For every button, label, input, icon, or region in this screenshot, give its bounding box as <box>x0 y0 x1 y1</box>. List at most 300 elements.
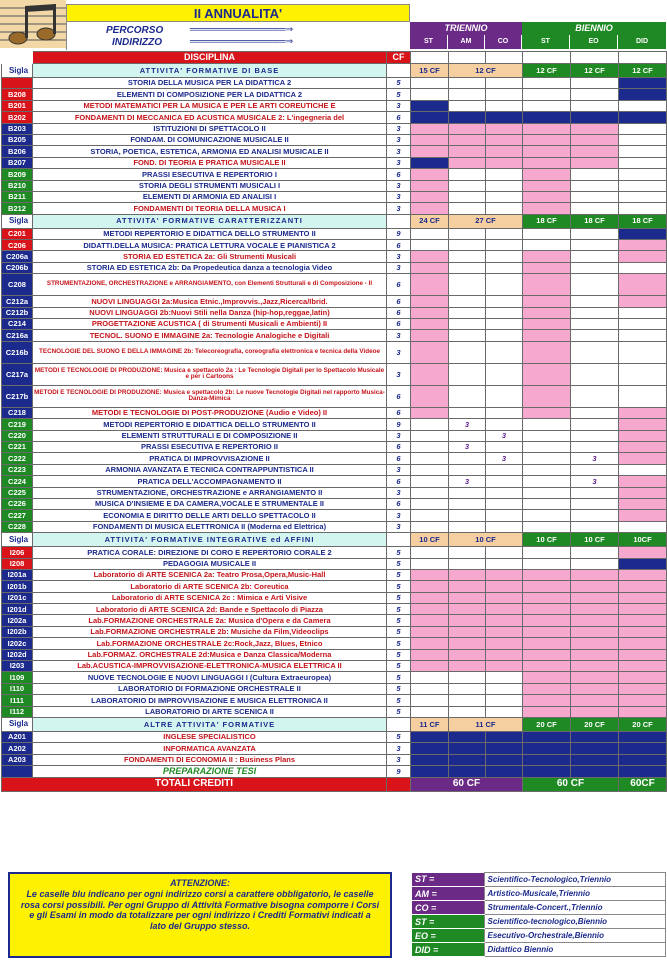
course-cell: 3 <box>449 419 486 430</box>
course-cell <box>619 604 667 615</box>
sigla-cell: C206 <box>2 240 33 251</box>
credit-value: 5 <box>387 638 411 649</box>
course-cell <box>486 203 523 214</box>
course-cell <box>411 385 449 407</box>
table-row <box>2 157 667 168</box>
attention-note <box>8 872 392 958</box>
table-row <box>2 441 667 452</box>
discipline-name: Lab.FORMAZ. ORCHESTRALE 2d:Musica e Danza Classica/Moderna <box>33 649 387 660</box>
credit-value: 3 <box>387 251 411 262</box>
credit-value: 6 <box>387 498 411 509</box>
biennio-header: BIENNIO <box>522 22 666 35</box>
credit-value: 5 <box>387 683 411 694</box>
course-cell <box>523 581 571 592</box>
sub-did: DID <box>618 35 666 49</box>
course-cell <box>449 251 486 262</box>
legend-key: ST = <box>412 873 484 887</box>
course-cell <box>571 385 619 407</box>
course-cell <box>486 558 523 569</box>
course-cell <box>523 547 571 558</box>
credit-value: 3 <box>387 487 411 498</box>
note-text: Le caselle blu indicano per ogni indirizzo corsi a carattere obbligatorio, le caselle rosa corsi possibili. Per ogni Gruppo di Attività Formative bisogna comporre i Corsi e gli Esami in modo da totalizzare per ogni indirizzo i Crediti Formativi indicati a lato del Gruppo stesso. <box>20 889 380 931</box>
course-cell <box>486 604 523 615</box>
course-cell <box>619 569 667 580</box>
course-cell <box>411 441 449 452</box>
discipline-name: PRATICA DELL'ACCOMPAGNAMENTO II <box>33 476 387 487</box>
table-row <box>2 307 667 318</box>
table-row <box>2 330 667 341</box>
course-cell <box>523 262 571 273</box>
table-row <box>2 464 667 475</box>
table-row <box>2 521 667 532</box>
course-cell <box>619 547 667 558</box>
sigla-header: Sigla <box>2 64 33 78</box>
course-cell <box>411 487 449 498</box>
discipline-name: FONDAMENTI DI MECCANICA ED ACUSTICA MUSICALE 2: L'ingegneria del <box>33 112 387 123</box>
course-cell <box>486 78 523 89</box>
sigla-cell: B209 <box>2 169 33 180</box>
group-cf-eo: 20 CF <box>571 717 619 731</box>
course-cell <box>571 604 619 615</box>
legend-key: CO = <box>412 901 484 915</box>
discipline-name: Lab.FORMAZIONE ORCHESTRALE 2c:Rock,Jazz, Blues, Etnico <box>33 638 387 649</box>
course-cell <box>411 476 449 487</box>
credits-table <box>1 51 667 792</box>
table-row <box>2 89 667 100</box>
course-cell <box>619 89 667 100</box>
credit-value: 6 <box>387 296 411 307</box>
table-row <box>2 743 667 754</box>
course-cell <box>449 112 486 123</box>
credit-value: 5 <box>387 581 411 592</box>
course-cell <box>523 453 571 464</box>
course-cell <box>523 100 571 111</box>
course-cell <box>449 203 486 214</box>
course-cell <box>449 430 486 441</box>
table-row <box>2 430 667 441</box>
course-cell <box>619 262 667 273</box>
course-cell <box>619 766 667 777</box>
group-cf-am-co: 11 CF <box>449 717 523 731</box>
course-cell <box>411 453 449 464</box>
course-cell <box>486 240 523 251</box>
course-cell <box>523 146 571 157</box>
group-cf-am-co: 27 CF <box>449 214 523 228</box>
credit-value: 5 <box>387 604 411 615</box>
course-cell <box>411 157 449 168</box>
course-cell <box>486 661 523 672</box>
course-cell <box>449 307 486 318</box>
course-cell <box>571 498 619 509</box>
discipline-name: ELEMENTI STRUTTURALI E DI COMPOSIZIONE II <box>33 430 387 441</box>
course-cell: 3 <box>571 476 619 487</box>
course-cell: 3 <box>449 441 486 452</box>
sigla-cell: I203 <box>2 661 33 672</box>
course-cell <box>449 731 486 742</box>
discipline-name: NUOVI LINGUAGGI 2a:Musica Etnic.,Improvvis.,Jazz,Ricerca/Ibrid. <box>33 296 387 307</box>
discipline-name: METODI E TECNOLOGIE DI POST-PRODUZIONE (Audio e Video) II <box>33 407 387 418</box>
credit-value: 6 <box>387 319 411 330</box>
course-cell <box>411 123 449 134</box>
sigla-cell: B207 <box>2 157 33 168</box>
group-cf-blank <box>387 64 411 78</box>
course-cell <box>619 319 667 330</box>
course-cell <box>449 615 486 626</box>
table-row <box>2 661 667 672</box>
credit-value: 3 <box>387 123 411 134</box>
credit-value: 5 <box>387 672 411 683</box>
course-cell <box>571 661 619 672</box>
course-cell <box>523 476 571 487</box>
credit-value: 3 <box>387 100 411 111</box>
course-cell <box>449 695 486 706</box>
legend-row <box>412 887 666 901</box>
course-cell <box>486 319 523 330</box>
credit-value: 3 <box>387 521 411 532</box>
course-cell <box>619 487 667 498</box>
discipline-name: METODI E TECNOLOGIE DI PRODUZIONE: Musica e spettacolo 2b: Le nuove Tecnologie Digitali nel rapporto Musica-Danza-Mimica <box>33 385 387 407</box>
legend-value: Artistico-Musicale,Triennio <box>484 887 666 901</box>
course-cell <box>571 78 619 89</box>
legend-key: ST = <box>412 915 484 929</box>
group-title: ATTIVITA' FORMATIVE INTEGRATIVE ed AFFINI <box>33 533 387 547</box>
table-row <box>2 766 667 777</box>
course-cell <box>571 638 619 649</box>
course-cell <box>449 191 486 202</box>
credit-value: 6 <box>387 476 411 487</box>
course-cell <box>523 638 571 649</box>
sigla-cell: I208 <box>2 558 33 569</box>
course-cell <box>571 307 619 318</box>
group-cf-st: 15 CF <box>411 64 449 78</box>
legend-value: Strumentale-Concert.,Triennio <box>484 901 666 915</box>
sigla-cell: I201c <box>2 592 33 603</box>
group-cf-blank <box>387 214 411 228</box>
sigla-header: Sigla <box>2 717 33 731</box>
group-cf-did: 18 CF <box>619 214 667 228</box>
course-cell <box>571 569 619 580</box>
discipline-name: STORIA ED ESTETICA 2b: Da Propedeutica danza a tecnologia Video <box>33 262 387 273</box>
course-cell <box>523 78 571 89</box>
discipline-name: STORIA ED ESTETICA 2a: Gli Strumenti Musicali <box>33 251 387 262</box>
course-cell <box>619 592 667 603</box>
course-cell <box>449 407 486 418</box>
credit-value: 6 <box>387 453 411 464</box>
credit-value: 3 <box>387 430 411 441</box>
group-title: ALTRE ATTIVITA' FORMATIVE <box>33 717 387 731</box>
group-cf-did: 10CF <box>619 533 667 547</box>
sigla-cell: I109 <box>2 672 33 683</box>
course-cell <box>523 743 571 754</box>
course-cell <box>619 476 667 487</box>
header-blank <box>523 52 571 64</box>
course-cell <box>619 296 667 307</box>
course-cell <box>449 330 486 341</box>
sigla-cell: C227 <box>2 510 33 521</box>
course-cell: 3 <box>571 453 619 464</box>
course-cell <box>449 661 486 672</box>
sigla-cell <box>2 766 33 777</box>
legend-value: Esecutivo-Orchestrale,Biennio <box>484 929 666 943</box>
course-cell <box>619 743 667 754</box>
course-cell <box>411 731 449 742</box>
discipline-name: ARMONIA AVANZATA E TECNICA CONTRAPPUNTISTICA II <box>33 464 387 475</box>
cf-header: CF <box>387 52 411 64</box>
course-cell <box>619 661 667 672</box>
table-row <box>2 419 667 430</box>
course-cell <box>571 649 619 660</box>
course-cell <box>571 363 619 385</box>
course-cell <box>523 430 571 441</box>
course-cell <box>523 521 571 532</box>
credit-value: 3 <box>387 180 411 191</box>
discipline-name: METODI MATEMATICI PER LA MUSICA E PER LE ARTI COREUTICHE E <box>33 100 387 111</box>
course-cell <box>523 169 571 180</box>
course-cell <box>449 319 486 330</box>
table-row <box>2 296 667 307</box>
table-row <box>2 203 667 214</box>
course-cell <box>571 743 619 754</box>
course-cell: 3 <box>486 453 523 464</box>
credit-value: 6 <box>387 441 411 452</box>
course-cell <box>411 240 449 251</box>
course-cell <box>486 441 523 452</box>
table-row <box>2 407 667 418</box>
group-cf-st-b: 12 CF <box>523 64 571 78</box>
table-row <box>2 547 667 558</box>
course-cell <box>619 441 667 452</box>
course-cell <box>411 615 449 626</box>
sigla-cell: B205 <box>2 134 33 145</box>
course-cell <box>411 169 449 180</box>
sigla-cell: B211 <box>2 191 33 202</box>
table-row <box>2 251 667 262</box>
discipline-name: FONDAMENTI DI MUSICA ELETTRONICA II (Moderna ed Elettrica) <box>33 521 387 532</box>
table-row <box>2 754 667 765</box>
course-cell <box>449 146 486 157</box>
table-row <box>2 146 667 157</box>
note-title: ATTENZIONE: <box>170 878 230 888</box>
indirizzo-arrow: ═══════════════⇒ <box>190 36 294 46</box>
credit-value: 9 <box>387 419 411 430</box>
course-cell <box>571 157 619 168</box>
course-cell <box>486 385 523 407</box>
course-cell <box>411 319 449 330</box>
table-row <box>2 510 667 521</box>
course-cell <box>619 112 667 123</box>
sigla-cell: A201 <box>2 731 33 742</box>
total-triennio: 60 CF <box>411 777 523 791</box>
sigla-header: Sigla <box>2 214 33 228</box>
course-cell <box>486 146 523 157</box>
table-row <box>2 100 667 111</box>
header-spacer <box>2 52 33 64</box>
legend <box>412 872 666 960</box>
course-cell <box>411 430 449 441</box>
table-row <box>2 731 667 742</box>
course-cell <box>411 464 449 475</box>
credit-value: 3 <box>387 330 411 341</box>
sigla-cell: I201b <box>2 581 33 592</box>
course-cell <box>449 296 486 307</box>
triennio-header: TRIENNIO <box>410 22 522 35</box>
title-bar <box>66 4 410 22</box>
course-cell <box>449 649 486 660</box>
discipline-name: Laboratorio di ARTE SCENICA 2a: Teatro Prosa,Opera,Music-Hall <box>33 569 387 580</box>
credit-value: 3 <box>387 754 411 765</box>
course-cell <box>523 203 571 214</box>
course-cell <box>411 419 449 430</box>
group-title: ATTIVITA' FORMATIVE CARATTERIZZANTI <box>33 214 387 228</box>
course-cell <box>486 683 523 694</box>
credit-value: 9 <box>387 766 411 777</box>
course-cell <box>619 134 667 145</box>
course-cell <box>571 754 619 765</box>
course-cell: 3 <box>449 476 486 487</box>
course-cell <box>571 407 619 418</box>
course-cell <box>619 683 667 694</box>
course-cell <box>619 695 667 706</box>
course-cell <box>411 581 449 592</box>
discipline-name: STRUMENTAZIONE, ORCHESTRAZIONE e ARRANGIAMENTO II <box>33 487 387 498</box>
course-cell <box>486 180 523 191</box>
course-cell <box>411 203 449 214</box>
course-cell <box>449 754 486 765</box>
discipline-name: MUSICA D'INSIEME E DA CAMERA,VOCALE E STRUMENTALE II <box>33 498 387 509</box>
discipline-name: PRATICA DI IMPROVVISAZIONE II <box>33 453 387 464</box>
course-cell <box>523 296 571 307</box>
sub-co: CO <box>485 35 522 49</box>
table-row <box>2 214 667 228</box>
course-cell <box>523 558 571 569</box>
table-row <box>2 134 667 145</box>
sigla-cell: C201 <box>2 228 33 239</box>
course-cell <box>571 146 619 157</box>
course-cell <box>523 251 571 262</box>
discipline-name: ELEMENTI DI COMPOSIZIONE PER LA DIDATTICA 2 <box>33 89 387 100</box>
course-cell <box>523 649 571 660</box>
table-row <box>2 191 667 202</box>
course-cell <box>571 240 619 251</box>
table-row <box>2 363 667 385</box>
discipline-name: ISTITUZIONI DI SPETTACOLO II <box>33 123 387 134</box>
course-cell <box>449 626 486 637</box>
discipline-name: FOND. DI TEORIA E PRATICA MUSICALE II <box>33 157 387 168</box>
percorso-label: PERCORSO <box>106 25 164 36</box>
course-cell <box>449 592 486 603</box>
course-cell <box>571 592 619 603</box>
credit-value: 5 <box>387 695 411 706</box>
course-cell <box>619 407 667 418</box>
sigla-cell: C217a <box>2 363 33 385</box>
course-cell <box>523 363 571 385</box>
credit-value: 6 <box>387 407 411 418</box>
table-row <box>2 533 667 547</box>
course-cell <box>523 385 571 407</box>
course-cell <box>571 296 619 307</box>
course-cell <box>486 569 523 580</box>
course-cell <box>449 169 486 180</box>
course-cell <box>449 487 486 498</box>
course-cell <box>411 672 449 683</box>
group-cf-st-b: 10 CF <box>523 533 571 547</box>
discipline-name: LABORATORIO DI ARTE SCENICA II <box>33 706 387 717</box>
group-cf-blank <box>387 717 411 731</box>
course-cell <box>411 407 449 418</box>
group-cf-blank <box>387 533 411 547</box>
course-cell <box>571 558 619 569</box>
discipline-name: METODI E TECNOLOGIE DI PRODUZIONE: Musica e spettacolo 2a : Le Tecnologie Digitali per lo Spettacolo Musicale e per i Cartoons <box>33 363 387 385</box>
course-cell <box>571 112 619 123</box>
course-cell <box>523 498 571 509</box>
legend-key: DID = <box>412 943 484 957</box>
course-cell <box>619 464 667 475</box>
course-cell <box>449 547 486 558</box>
credit-value: 6 <box>387 169 411 180</box>
sigla-cell: C220 <box>2 430 33 441</box>
sub-st-biennio: ST <box>522 35 570 49</box>
header-blank <box>571 52 619 64</box>
course-cell <box>486 330 523 341</box>
course-cell <box>571 731 619 742</box>
course-cell <box>523 683 571 694</box>
course-cell <box>486 754 523 765</box>
course-cell <box>619 330 667 341</box>
course-cell <box>486 407 523 418</box>
percorso-arrow: ═══════════════⇒ <box>190 24 294 34</box>
course-cell <box>523 661 571 672</box>
course-cell <box>411 251 449 262</box>
table-row <box>2 112 667 123</box>
course-cell <box>449 510 486 521</box>
course-cell <box>571 251 619 262</box>
course-cell <box>486 498 523 509</box>
course-cell <box>449 123 486 134</box>
legend-key: EO = <box>412 929 484 943</box>
course-cell <box>486 510 523 521</box>
table-row <box>2 592 667 603</box>
sigla-cell: C212a <box>2 296 33 307</box>
course-cell <box>523 592 571 603</box>
discipline-name: Lab.ACUSTICA-IMPROVVISAZIONE-ELETTRONICA-MUSICA ELETTRICA II <box>33 661 387 672</box>
table-row <box>2 487 667 498</box>
course-cell <box>523 123 571 134</box>
course-cell <box>571 180 619 191</box>
course-cell <box>411 569 449 580</box>
credit-value: 5 <box>387 615 411 626</box>
course-cell <box>619 453 667 464</box>
group-cf-st-b: 20 CF <box>523 717 571 731</box>
group-cf-eo: 18 CF <box>571 214 619 228</box>
legend-value: Scientifico-Tecnologico,Triennio <box>484 873 666 887</box>
course-cell <box>619 157 667 168</box>
course-cell <box>619 100 667 111</box>
course-cell <box>523 604 571 615</box>
totals-blank <box>387 777 411 791</box>
course-cell <box>523 112 571 123</box>
course-cell <box>411 510 449 521</box>
credit-value: 5 <box>387 626 411 637</box>
course-cell <box>523 330 571 341</box>
table-row <box>2 638 667 649</box>
legend-value: Didattico Biennio <box>484 943 666 957</box>
course-cell <box>571 89 619 100</box>
course-cell <box>411 683 449 694</box>
course-cell <box>571 319 619 330</box>
page-title: II ANNUALITA' <box>193 6 283 21</box>
discipline-name: TECNOL. SUONO E IMMAGINE 2a: Tecnologie Analogiche e Digitali <box>33 330 387 341</box>
sigla-cell: C228 <box>2 521 33 532</box>
